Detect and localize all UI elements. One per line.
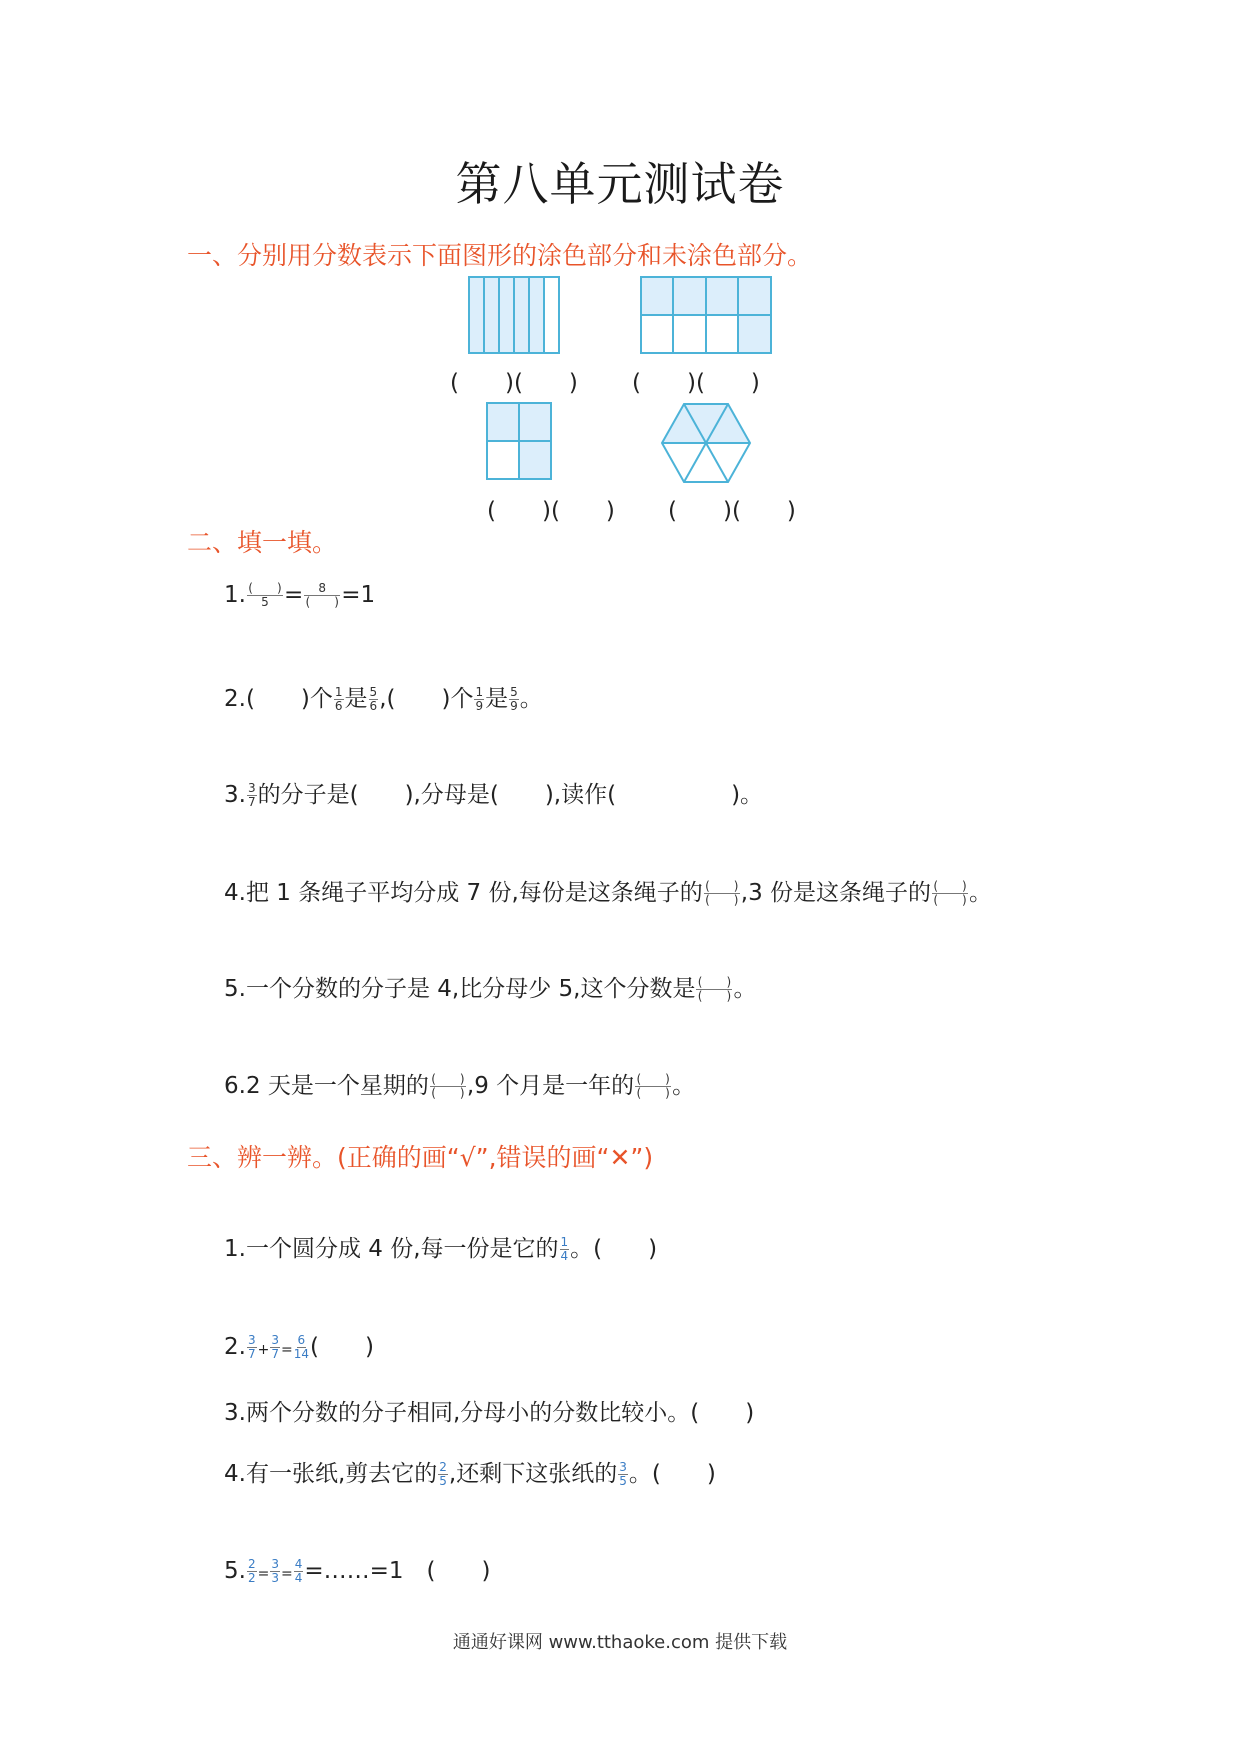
section-1-heading: 一、分别用分数表示下面图形的涂色部分和未涂色部分。 — [187, 241, 813, 270]
answer-blanks-fig1[interactable]: ( )( ) — [450, 370, 578, 396]
figure-vertical-strips — [468, 276, 560, 354]
fill-question-2: 2.( )个 $\frac{1}{6}$ 是 $\frac{5}{6}$ ,( )个 $\frac{1}{9}$ 是 $\frac{5}{9}$ 。 — [224, 685, 543, 713]
fill-question-3: 3. $\frac{3}{7}$ 的分子是( ),分母是( ),读作( )。 — [224, 781, 764, 809]
judge-question-5: 5. $\frac{2}{2}$ = $\frac{3}{3}$ = $\frac{4}{4}$ =……=1 ( ) — [224, 1557, 491, 1585]
section-2-heading: 二、填一填。 — [187, 528, 338, 557]
judge-question-4: 4.有一张纸,剪去它的 $\frac{2}{5}$ ,还剩下这张纸的 $\frac{3}{5}$ 。( ) — [224, 1460, 716, 1488]
fill-question-6: 6.2 天是一个星期的 $\frac{( )}{( )}$ ,9 个月是一年的 $\frac{( )}{( )}$ 。 — [224, 1072, 696, 1100]
fraction[interactable]: $\frac{( )}{5}$ — [248, 581, 282, 609]
fraction[interactable]: $\frac{8}{( )}$ — [305, 581, 339, 609]
judge-question-1: 1.一个圆分成 4 份,每一份是它的 $\frac{1}{4}$ 。( ) — [224, 1235, 658, 1263]
figure-grid-4x2 — [640, 276, 772, 354]
judge-question-3: 3.两个分数的分子相同,分母小的分数比较小。( ) — [224, 1400, 755, 1426]
fill-question-5: 5.一个分数的分子是 4,比分母少 5,这个分数是 $\frac{( )}{( )}$ 。 — [224, 975, 757, 1003]
judge-question-2: 2. $\frac{3}{7}$ + $\frac{3}{7}$ = $\frac{6}{14}$ ( ) — [224, 1333, 374, 1361]
section-3-heading: 三、辨一辨。(正确的画“√”,错误的画“✕”) — [187, 1143, 654, 1172]
figure-square-2x2 — [486, 402, 552, 480]
footer-source: 通通好课网 www.tthaoke.com 提供下载 — [452, 1632, 788, 1653]
page-title: 第八单元测试卷 — [455, 157, 785, 211]
fill-question-1: 1. $\frac{( )}{5}$ = $\frac{8}{( )}$ =1 — [224, 581, 376, 609]
answer-blanks-fig2[interactable]: ( )( ) — [632, 370, 760, 396]
answer-blanks-fig3[interactable]: ( )( ) — [487, 498, 615, 524]
fill-question-4: 4.把 1 条绳子平均分成 7 份,每份是这条绳子的 $\frac{( )}{( )}$ ,3 份是这条绳子的 $\frac{( )}{( )}$ 。 — [224, 879, 993, 907]
figure-hexagon — [660, 402, 752, 484]
answer-blanks-fig4[interactable]: ( )( ) — [668, 498, 796, 524]
